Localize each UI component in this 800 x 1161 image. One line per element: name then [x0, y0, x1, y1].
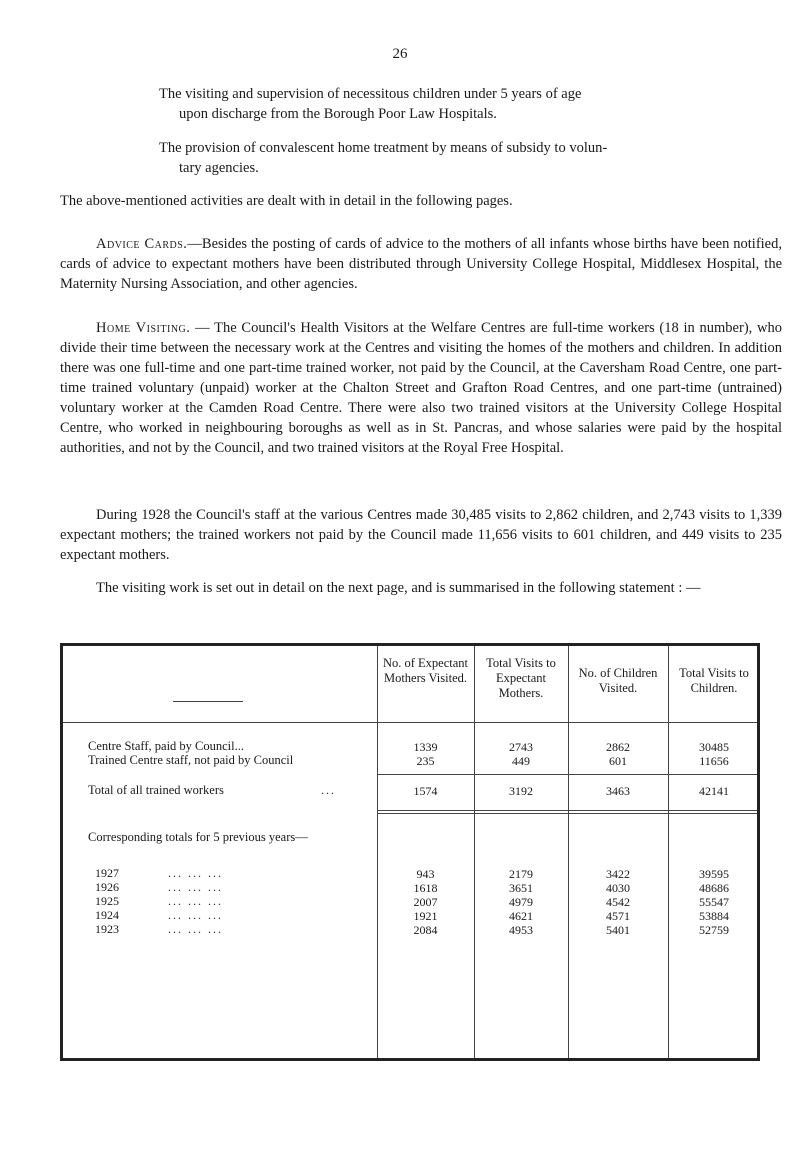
table-cell: 55547	[699, 895, 729, 909]
table-cell: 449	[512, 754, 530, 768]
table-cell: 4571	[606, 909, 630, 923]
row-label: Centre Staff, paid by Council...	[88, 739, 244, 753]
table-cell: 2743	[509, 740, 533, 754]
list-item	[159, 138, 781, 178]
year-label: 1926	[95, 880, 119, 894]
table-cell: 4979	[509, 895, 533, 909]
table-cell: 1574	[413, 784, 438, 798]
table-cell: 4030	[606, 881, 630, 895]
header-total-visits-children: Total Visits to Children.	[679, 666, 749, 695]
home-visiting-heading: Home Visiting.	[96, 320, 191, 336]
paragraph-above-mentioned: The above-mentioned activities are dealt with in detail in the following pages.	[60, 193, 513, 209]
table-cell: 3192	[509, 784, 533, 798]
table-cell: 30485	[699, 740, 729, 754]
table-cell: 943	[416, 867, 435, 881]
dots: ... ... ...	[168, 880, 223, 894]
table-cell: 48686	[699, 881, 729, 895]
table-cell: 3651	[509, 881, 533, 895]
dots: ... ... ...	[168, 922, 223, 936]
advice-cards-text: —Besides the posting of cards of advice to the mothers of all infants whose births have been notified, cards of advice to expectant mothers have been distributed through University College Hospital, Middlesex Hospital, the Maternity Nursing Association, and other agencies.	[60, 236, 782, 292]
table-cell: 3422	[606, 867, 630, 881]
header-dash	[173, 701, 243, 702]
dots: ... ... ...	[168, 908, 223, 922]
table-cell: 5401	[606, 923, 630, 937]
advice-cards-heading: Advice Cards.	[96, 236, 188, 252]
table-cell: 2007	[413, 895, 438, 909]
year-label: 1924	[95, 908, 119, 922]
table-cell: 11656	[699, 754, 729, 768]
table-cell: 3463	[606, 784, 630, 798]
table-cell: 4953	[509, 923, 533, 937]
table-cell: 1618	[413, 881, 438, 895]
paragraph-visiting-work: The visiting work is set out in detail on the next page, and is summarised in the following statement : —	[96, 580, 701, 596]
year-label: 1923	[95, 922, 119, 936]
year-label: 1927	[95, 866, 119, 880]
table-cell: 2179	[509, 867, 533, 881]
home-visiting-text: — The Council's Health Visitors at the Welfare Centres are full-time workers (18 in number), who divide their time between the necessary work at the Centres and visiting the homes of the mothers and children. In addition there was one full-time and one part-time trained worker, not paid by the Council, at the Caversham Road Centre, one part-time trained voluntary (unpaid) worker at the Chalton Street and Grafton Road Centres, and one part-time (untrained) voluntary worker at the Camden Road Centre. There were also two trained visitors at the University College Hospital Centre, who worked in neighbouring boroughs as well as in St. Pancras, and whose salaries were paid by the hospital authorities, and not by the Council, and two trained visitors at the Royal Free Hospital.	[60, 320, 782, 456]
list-item-text-cont: upon discharge from the Borough Poor Law Hospitals.	[179, 106, 497, 122]
page-number: 26	[392, 46, 408, 62]
total-label: Total of all trained workers	[88, 783, 224, 797]
header-children-visited: No. of Children Visited.	[578, 666, 658, 695]
list-item	[159, 84, 781, 124]
table-cell: 39595	[699, 867, 729, 881]
paragraph-home-visiting	[60, 318, 782, 458]
paragraph-advice-cards	[60, 234, 782, 294]
header-total-visits-expectant: Total Visits to Expectant Mothers.	[486, 656, 556, 700]
table-cell: 42141	[699, 784, 729, 798]
dots: ... ... ...	[168, 866, 223, 880]
table-cell: 4542	[606, 895, 630, 909]
table-cell: 2862	[606, 740, 630, 754]
header-expectant-mothers-visited: No. of Expectant Mothers Visited.	[382, 656, 469, 685]
table-cell: 53884	[699, 909, 729, 923]
list-item-text: The visiting and supervision of necessitous children under 5 years of age	[159, 86, 582, 102]
table-cell: 1339	[413, 740, 438, 754]
dots: ... ... ...	[168, 894, 223, 908]
paragraph-during-1928: During 1928 the Council's staff at the various Centres made 30,485 visits to 2,862 children, and 2,743 visits to 1,339 expectant mothers; the trained workers not paid by the Council made 11,656 visits to 601 children, and 449 visits to 235 expectant mothers.	[60, 507, 782, 563]
table-cell: 601	[609, 754, 627, 768]
table-cell: 1921	[413, 909, 438, 923]
year-label: 1925	[95, 894, 119, 908]
table-cell: 52759	[699, 923, 729, 937]
table-cell: 4621	[509, 909, 533, 923]
list-item-text: The provision of convalescent home treatment by means of subsidy to volun-	[159, 140, 608, 156]
previous-years-label: Corresponding totals for 5 previous years—	[88, 830, 308, 844]
summary-table	[60, 643, 760, 1061]
list-item-text-cont: tary agencies.	[179, 160, 259, 176]
dots: ...	[321, 783, 336, 797]
table-cell: 2084	[413, 923, 438, 937]
table-cell: 235	[416, 754, 435, 768]
row-label: Trained Centre staff, not paid by Council	[88, 753, 294, 767]
